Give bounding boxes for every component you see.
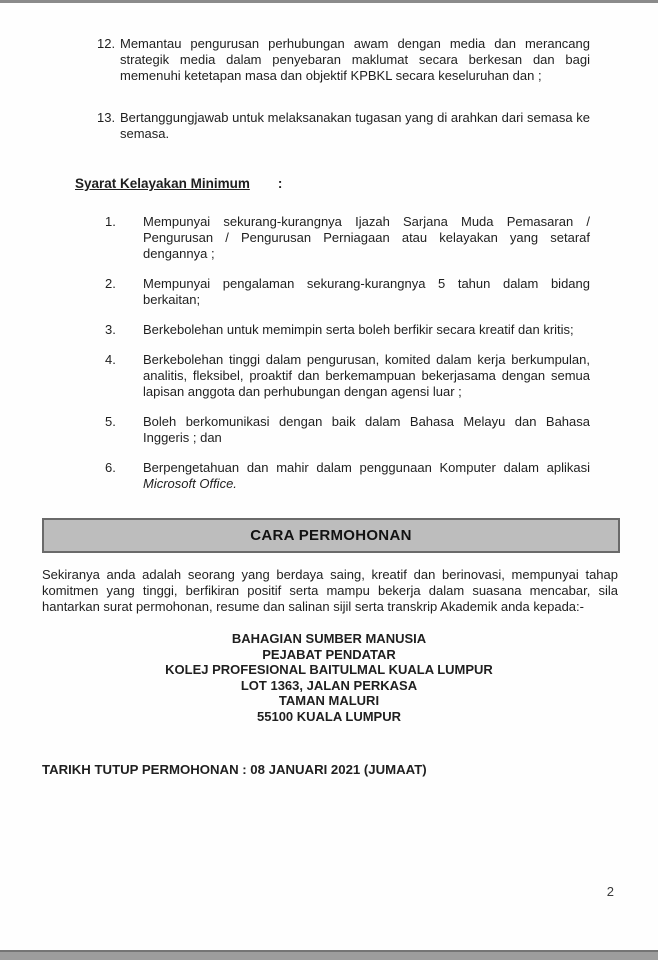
duty-number: 12. xyxy=(97,36,116,51)
requirement-text-normal: Mempunyai pengalaman sekurang-kurangnya 5 tahun dalam bidang berkaitan; xyxy=(143,276,590,307)
duty-item xyxy=(97,110,590,142)
duty-text: Bertanggungjawab untuk melaksanakan tugasan yang di arahkan dari semasa ke semasa. xyxy=(120,110,590,141)
closing-date: TARIKH TUTUP PERMOHONAN : 08 JANUARI 2021 (JUMAAT) xyxy=(42,762,427,777)
requirement-number: 4. xyxy=(105,352,116,367)
application-intro: Sekiranya anda adalah seorang yang berdaya saing, kreatif dan berinovasi, mempunyai tahap komitmen yang tinggi, berfikiran positif serta mampu bekerja dalam suasana mencabar, sila hantarkan surat permohonan, resume dan salinan sijil serta transkrip Akademik anda kepada:- xyxy=(42,567,618,614)
requirement-item xyxy=(105,214,590,262)
requirements-list xyxy=(105,214,590,492)
requirement-number: 3. xyxy=(105,322,116,337)
duty-item xyxy=(97,36,590,84)
duties-list xyxy=(97,36,590,142)
requirement-text-normal: Boleh berkomunikasi dengan baik dalam Bahasa Melayu dan Bahasa Inggeris ; dan xyxy=(143,414,590,445)
requirement-text xyxy=(143,352,590,400)
photo-edge-bottom xyxy=(0,950,658,960)
requirement-item xyxy=(105,460,590,492)
address-line: 55100 KUALA LUMPUR xyxy=(257,708,401,724)
application-header-box xyxy=(42,518,620,553)
requirement-text-normal: Mempunyai sekurang-kurangnya Ijazah Sarjana Muda Pemasaran / Pengurusan / Pengurusan Perniagaan atau kelayakan yang setaraf dengannya ; xyxy=(143,214,590,261)
address-block xyxy=(0,631,658,724)
address-line: PEJABAT PENDATAR xyxy=(262,646,396,662)
requirement-text xyxy=(143,322,590,338)
requirement-text-italic: Microsoft Office. xyxy=(143,476,237,491)
requirement-number: 2. xyxy=(105,276,116,291)
duty-number: 13. xyxy=(97,110,116,125)
requirement-text xyxy=(143,460,590,492)
requirement-text-normal: Berpengetahuan dan mahir dalam penggunaan Komputer dalam aplikasi xyxy=(143,460,590,475)
photo-edge-top xyxy=(0,0,658,3)
requirement-item xyxy=(105,276,590,308)
application-header-title: CARA PERMOHONAN xyxy=(250,527,412,544)
requirement-text-normal: Berkebolehan tinggi dalam pengurusan, komited dalam kerja berkumpulan, analitis, fleksibel, proaktif dan berkemampuan bekerjasama dengan semua lapisan anggota dan perhubungan dengan agensi luar ; xyxy=(143,352,590,399)
requirement-item xyxy=(105,414,590,446)
requirement-number: 1. xyxy=(105,214,116,229)
requirement-text xyxy=(143,214,590,262)
requirement-text-normal: Berkebolehan untuk memimpin serta boleh berfikir secara kreatif dan kritis; xyxy=(143,322,574,337)
requirement-number: 6. xyxy=(105,460,116,475)
requirement-item xyxy=(105,352,590,400)
address-line: LOT 1363, JALAN PERKASA xyxy=(240,677,418,693)
requirement-text xyxy=(143,414,590,446)
duty-text: Memantau pengurusan perhubungan awam dengan media dan merancang strategik media dalam penyebaran maklumat secara berkesan dan bagi memenuhi ketetapan masa dan objektif KPBKL secara keseluruhan dan ; xyxy=(120,36,590,83)
requirements-heading-title: Syarat Kelayakan Minimum xyxy=(75,176,250,191)
requirement-item xyxy=(105,322,590,338)
page-number: 2 xyxy=(606,884,614,899)
address-line: KOLEJ PROFESIONAL BAITULMAL KUALA LUMPUR xyxy=(165,662,493,677)
requirement-number: 5. xyxy=(105,414,116,429)
requirements-heading-colon: : xyxy=(277,176,283,191)
requirements-heading xyxy=(75,176,658,192)
requirement-text xyxy=(143,276,590,308)
address-line: BAHAGIAN SUMBER MANUSIA xyxy=(231,631,427,646)
address-line: TAMAN MALURI xyxy=(278,693,380,708)
